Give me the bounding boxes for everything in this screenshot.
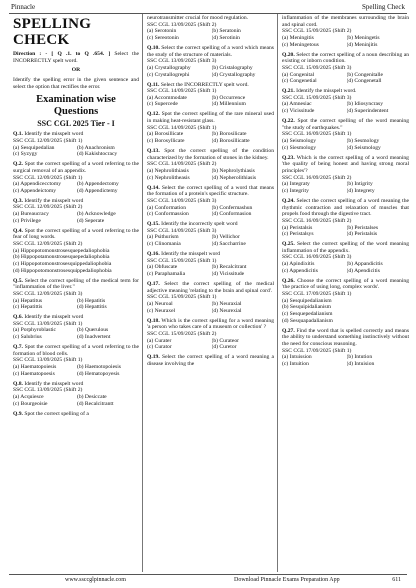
option-item: (d) Peristalsis <box>346 231 378 238</box>
option-item: (b) Appandicitis <box>346 261 383 268</box>
option-item: (a) Curater <box>147 337 172 344</box>
question-source: SSC CGL 12/09/2025 (Shift 2) <box>13 241 83 248</box>
alternate-instruction: Identify the spelling error in the given sentence and select the option that rectifies the error. <box>13 76 139 90</box>
question-source: SSC CGL 13/09/2025 (Shift 1) <box>13 320 83 327</box>
question-prompt: Select the correct spelling of the medical adjective meaning 'relating to the brain and spinal cord'. <box>147 281 275 294</box>
option-item: (c) Conformassion <box>147 211 189 218</box>
option-list <box>13 364 139 377</box>
option-item: (c) Integrity <box>282 187 309 194</box>
option-item: (b) Idiosyncrasy <box>346 101 384 108</box>
option-item: (c) Sesquepedalianism <box>282 310 333 317</box>
section-heading: Examination wise Questions <box>36 94 116 117</box>
question-item <box>13 314 139 341</box>
question-list <box>282 15 409 368</box>
option-item: (a) Acquiesce <box>13 393 44 400</box>
question-source: SSC CGL 13/09/2025 (Shift 2) <box>13 387 83 394</box>
question-number: Q.6. <box>13 314 23 321</box>
question-text <box>282 328 409 348</box>
question-prompt: Identify the misspelt word. <box>296 88 357 95</box>
question-item <box>147 15 274 42</box>
option-item: (d) Hippopotomonstrosesquippedaliophobia <box>13 267 112 274</box>
option-list <box>13 298 139 311</box>
question-number: Q.22. <box>282 118 295 125</box>
option-item: (b) Neuraxial <box>211 300 242 307</box>
question-source: SSC CGL 17/09/2025 (Shift 1) <box>282 291 352 298</box>
option-item: (b) Intution <box>346 354 373 361</box>
question-prompt: Spot the correct spelling of the rare mineral used in making heat-resistant glass. <box>147 111 274 125</box>
question-item <box>147 45 274 78</box>
footer-website-link[interactable]: www.ssccglpinnacle.com <box>65 577 126 583</box>
option-item: (a) Bureaucracy <box>13 211 49 218</box>
option-item: (b) Sesquipidalianism <box>282 304 331 311</box>
option-item: (d) Nepherolithiasis <box>211 174 257 181</box>
option-item: (c) Intuition <box>282 360 309 367</box>
option-item: (d) Sesquapadalianism <box>282 317 333 324</box>
direction-text <box>13 51 139 64</box>
option-item: (d) Congenetall <box>346 78 382 85</box>
question-item <box>282 118 409 151</box>
question-source: SSC CGL 13/09/2025 (Shift 3) <box>147 58 217 65</box>
question-number: Q.4. <box>13 227 23 234</box>
option-item: (d) Recalcitrantt <box>77 400 114 407</box>
question-number: Q.17. <box>147 281 160 287</box>
question-prompt: Select the correct spelling of a word that means the formation of a protein's specific structure. <box>147 184 274 198</box>
question-number: Q.25. <box>282 241 295 248</box>
option-item: (d) Crystallography <box>211 71 256 78</box>
question-prompt: Select the correct spelling of the word meaning inflammation of the appendix. <box>282 241 409 254</box>
option-list <box>147 65 274 78</box>
option-item: (c) Curator <box>147 344 172 351</box>
column-3 <box>282 15 409 572</box>
question-source: SSC CGL 12/09/2025 (Shift 3) <box>13 290 83 297</box>
question-number: Q.19. <box>147 354 160 361</box>
question-number: Q.24. <box>282 197 295 204</box>
option-list <box>147 234 274 247</box>
option-item: (b) Cristalography <box>211 64 253 71</box>
question-item <box>282 328 409 368</box>
option-item: (a) Appendicecctomy <box>13 181 61 188</box>
question-source: SSC CGL 15/09/2025 (Shift 1) <box>147 257 217 264</box>
option-item: (b) Curateor <box>211 337 239 344</box>
question-list <box>13 131 139 417</box>
question-number: Q.15. <box>147 221 160 228</box>
question-prompt: Identify the misspelt word <box>24 314 84 321</box>
question-prompt: Identify the misspelt word <box>161 251 221 258</box>
option-item: (a) Peristalsis <box>282 224 313 231</box>
question-number: Q.10. <box>147 44 160 51</box>
option-item: (c) Peristalsys <box>282 231 314 238</box>
question-item <box>282 198 409 238</box>
option-item: (d) Hepattitis <box>77 304 107 311</box>
option-item: (d) Kakishtocracy <box>77 151 118 158</box>
question-text <box>282 15 409 28</box>
question-text <box>13 161 139 174</box>
option-item: (a) Intuission <box>282 354 312 361</box>
question-item <box>282 241 409 274</box>
option-list <box>282 261 409 274</box>
question-item <box>147 354 274 367</box>
option-item: (a) Meningitis <box>282 34 314 41</box>
option-list <box>282 138 409 151</box>
question-number: Q.20. <box>282 51 295 58</box>
question-source: SSC CGL 16/09/2025 (Shift 3) <box>282 254 352 261</box>
question-text <box>13 228 139 241</box>
question-item <box>147 111 274 144</box>
question-prompt: Spot the correct spelling of a <box>24 410 89 417</box>
option-item: (b) Nephrolythiasis <box>211 167 255 174</box>
question-source: SSC CGL 14/09/2025 (Shift 1) <box>147 124 217 131</box>
header-brand: Pinnacle <box>11 3 36 11</box>
option-item: (d) Conformasion <box>211 211 252 218</box>
question-source: SSC CGL 16/09/2025 (Shift 2) <box>282 217 352 224</box>
option-item: (b) Occurrence <box>211 94 246 101</box>
page-number: 611 <box>392 577 401 583</box>
question-text <box>147 185 274 198</box>
option-item: (b) Meningetis <box>346 34 380 41</box>
option-list <box>147 168 274 181</box>
option-item: (d) Seismology <box>346 144 381 151</box>
question-item <box>13 411 139 418</box>
question-source: SSC CGL 13/09/2025 (Shift 1) <box>13 357 83 364</box>
option-item: (c) Meningetous <box>282 41 319 48</box>
option-item: (d) Curetor <box>211 344 237 351</box>
question-text <box>147 221 274 228</box>
option-item: (c) Syzygy <box>13 151 38 158</box>
question-prompt: Select the correct spelling of the medical term for "inflammation of the liver." <box>13 277 139 291</box>
option-list <box>147 338 274 351</box>
option-list <box>13 211 139 224</box>
option-item: (d) Inadvertent <box>77 334 111 341</box>
question-prompt: Spot the correct spelling of a word referring to the formation of blood cells. <box>13 344 139 357</box>
question-text <box>282 52 409 65</box>
option-item: (a) Conformation <box>147 204 186 211</box>
question-source: SSC CGL 15/09/2025 (Shift 3) <box>282 64 352 71</box>
exam-heading: SSC CGL 2025 Tier - I <box>37 119 115 129</box>
question-number: Q.27. <box>282 327 295 334</box>
question-item <box>147 185 274 218</box>
option-item: (c) Crystallogrephi <box>147 71 190 78</box>
question-item <box>13 278 139 311</box>
question-source: SSC CGL 15/09/2025 (Shift 2) <box>282 28 352 35</box>
question-source: SSC CGL 14/09/2025 (Shift 1) <box>147 88 217 95</box>
option-item: (b) Hippopotamonstrosesquepedaliophobia <box>13 254 110 261</box>
option-item: (c) Hippopotomonstrosesquippedaliophobia <box>13 260 112 267</box>
option-item: (b) Acknowledge <box>77 211 116 218</box>
option-item: (c) Bourgeoisie <box>13 400 48 407</box>
option-list <box>13 327 139 340</box>
question-source: SSC CGL 16/09/2025 (Shift 1) <box>282 131 352 138</box>
question-prompt: Select the INCORRECTLY spelt word. <box>160 81 249 88</box>
option-item: (d) Serotinin <box>211 34 240 41</box>
column-2 <box>147 15 274 572</box>
question-text <box>282 155 409 175</box>
question-prompt: inflammation of the membranes surrounding the brain and spinal cord. <box>282 15 409 28</box>
question-prompt: Spot the correct spelling of the word meaning "the study of earthquakes." <box>282 118 409 131</box>
option-item: (a) Haematopoiesis <box>13 364 57 371</box>
option-list <box>13 145 139 158</box>
option-item: (a) Accommodate <box>147 94 187 101</box>
question-number: Q.9. <box>13 410 23 417</box>
question-source: SSC CGL 12/09/2025 (Shift 1) <box>13 137 83 144</box>
page-header <box>9 2 407 14</box>
option-item: (a) Crystallography <box>147 64 191 71</box>
question-prompt: Spot the correct spelling of a word referring to the surgical removal of an appendix. <box>13 161 139 174</box>
question-text <box>282 278 409 291</box>
question-number: Q.1. <box>13 131 23 138</box>
question-text <box>147 251 274 258</box>
question-item <box>282 52 409 85</box>
option-item: (d) Borosillicatte <box>211 138 250 145</box>
question-text <box>282 198 409 218</box>
option-item: (c) Hepatittis <box>13 304 43 311</box>
option-item: (a) Amnesiac <box>282 101 312 108</box>
option-item: (c) Sereotonin <box>147 34 179 41</box>
option-list <box>147 28 274 41</box>
question-text <box>282 118 409 131</box>
question-text <box>147 354 274 367</box>
question-text <box>147 111 274 124</box>
question-source: SSC CGL 12/09/2025 (Shift 2) <box>13 204 83 211</box>
footer-app-promo: Download Pinnacle Exams Preparation App <box>234 577 340 583</box>
question-text <box>13 131 139 138</box>
question-source: SSC CGL 14/09/2025 (Shift 3) <box>147 227 217 234</box>
option-item: (d) Saccharrine <box>211 241 246 248</box>
question-text <box>282 88 409 95</box>
question-text <box>147 45 274 58</box>
question-item <box>282 15 409 48</box>
option-item: (c) Neuraxel <box>147 307 176 314</box>
option-item: (c) Paraphamalia <box>147 271 186 278</box>
option-list <box>282 35 409 48</box>
question-number: Q.14. <box>147 184 160 191</box>
option-item: (d) Intuision <box>346 360 375 367</box>
question-text <box>147 281 274 294</box>
question-prompt: Select the correct spelling of a noun describing an existing or inborn condition. <box>282 51 409 65</box>
question-text <box>13 278 139 291</box>
option-item: (b) Sesmology <box>346 138 380 145</box>
question-number: Q.26. <box>282 277 295 284</box>
question-prompt: Select the correct spelling of a word meaning the rhythmic contraction and relaxation of muscles that propels food through the digestive tract. <box>282 197 409 218</box>
option-item: (d) Hematopoyesis <box>77 370 120 377</box>
question-item <box>282 155 409 195</box>
option-item: (d) Superindentent <box>346 108 389 115</box>
option-item: (d) Neurexial <box>211 307 242 314</box>
question-source: SSC CGL 14/09/2025 (Shift 2) <box>147 161 217 168</box>
option-item: (b) Seratonin <box>211 28 241 35</box>
option-item: (c) Congenetial <box>282 78 317 85</box>
option-item: (b) Vellichor <box>211 234 240 241</box>
option-item: (b) Haemotopoiesis <box>77 364 121 371</box>
question-prompt: Spot the correct spelling of the condition characterized by the formation of stones in the kidney. <box>147 148 275 161</box>
question-number: Q.7. <box>13 344 23 351</box>
column-divider <box>142 14 143 572</box>
question-item <box>13 228 139 275</box>
question-item <box>147 251 274 278</box>
or-separator: OR <box>71 67 81 74</box>
option-list <box>282 72 409 85</box>
option-list <box>13 181 139 194</box>
option-list <box>282 225 409 238</box>
question-item <box>13 198 139 225</box>
option-item: (b) Desiccate <box>77 393 107 400</box>
question-prompt: Which is the correct spelling for a word meaning 'a person who takes care of a museum or collection' ? <box>147 317 274 331</box>
option-item: (a) Hippopotomonstrosesquepedaliophobia <box>13 247 110 254</box>
question-number: Q.21. <box>282 88 295 95</box>
option-item: (b) Peristalses <box>346 224 379 231</box>
column-1 <box>13 15 139 572</box>
option-item: (b) Intigrity <box>346 181 373 188</box>
question-source: SSC CGL 15/09/2025 (Shift 3) <box>282 94 352 101</box>
question-text <box>147 148 274 161</box>
option-item: (c) Privilege <box>13 217 41 224</box>
question-source: SSC CGL 15/09/2025 (Shift 2) <box>147 330 217 337</box>
option-list <box>282 354 409 367</box>
question-number: Q.2. <box>13 161 23 168</box>
question-text <box>147 15 274 22</box>
option-list <box>147 95 274 108</box>
question-item <box>13 344 139 377</box>
option-item: (a) Neuroal <box>147 300 173 307</box>
option-item: (a) Obfuscate <box>147 264 178 271</box>
option-item: (a) Serotonin <box>147 28 177 35</box>
option-item: (c) Clinomania <box>147 241 181 248</box>
option-item: (c) Borosyllicate <box>147 138 185 145</box>
option-list <box>13 248 139 275</box>
option-item: (a) Apindixitis <box>282 261 315 268</box>
question-prompt: Which is the correct spelling of a word meaning 'the quality of being honest and having strong moral principles'? <box>282 154 409 174</box>
option-item: (d) Meninjitis <box>346 41 378 48</box>
option-item: (a) Sesquipedalianism <box>282 297 332 304</box>
option-item: (a) Hepatitus <box>13 297 43 304</box>
option-item: (b) Querulous <box>77 327 109 334</box>
question-prompt: Identify the misspelt word <box>24 131 84 138</box>
question-source: SSC CGL 16/09/2025 (Shift 2) <box>282 174 352 181</box>
question-item <box>147 82 274 109</box>
question-item <box>13 131 139 158</box>
question-item <box>282 278 409 325</box>
question-text <box>282 241 409 254</box>
question-number: Q.13. <box>147 148 160 154</box>
question-source: SSC CGL 17/09/2025 (Shift 1) <box>282 347 352 354</box>
option-item: (a) Psithurism <box>147 234 179 241</box>
question-source: SSC CGL 13/09/2025 (Shift 2) <box>147 21 217 28</box>
question-number: Q.16. <box>147 251 160 258</box>
option-item: (a) Porphyroblastic <box>13 327 57 334</box>
option-item: (a) Integraty <box>282 181 310 188</box>
question-prompt: Select the correct spelling of a word which means the study of the structure of materials. <box>147 44 274 58</box>
option-item: (d) Seperate <box>77 217 105 224</box>
option-item: (a) Nephrolithiasis <box>147 167 189 174</box>
option-item: (a) Congenital <box>282 71 315 78</box>
option-item: (d) Appendictemy <box>77 187 118 194</box>
question-prompt: Select the correct spelling of a word meaning a disease involving the <box>147 354 275 367</box>
column-divider <box>277 14 278 572</box>
question-prompt: Identify the misspelt word <box>24 197 84 204</box>
option-item: (b) Hepatitis <box>77 297 106 304</box>
direction-instruction: Select the INCORRECTLY spelt word. <box>13 51 139 64</box>
question-item <box>13 381 139 408</box>
option-list <box>147 131 274 144</box>
option-item: (a) Sesquipedalian <box>13 144 55 151</box>
question-number: Q.12. <box>147 111 160 118</box>
page-title: SPELLING CHECK <box>13 16 92 48</box>
question-item <box>147 281 274 314</box>
option-item: (b) Recalcitrant <box>211 264 247 271</box>
option-list <box>282 181 409 194</box>
question-number: Q.23. <box>282 154 295 161</box>
page-footer <box>9 574 407 587</box>
question-item <box>147 318 274 351</box>
option-list <box>13 394 139 407</box>
option-item: (d) Vicissitude <box>211 271 245 278</box>
option-item: (c) Siesmology <box>282 144 317 151</box>
option-list <box>147 205 274 218</box>
question-number: Q.8. <box>13 380 23 387</box>
question-prompt: Identify the incorrectly spelt word <box>161 221 238 228</box>
question-text <box>13 314 139 321</box>
question-number: Q.5. <box>13 277 23 284</box>
question-prompt: neurotransmitter crucial for mood regulation. <box>147 15 249 21</box>
option-item: (c) Appendicitis <box>282 267 318 274</box>
option-item: (c) Supercede <box>147 101 178 108</box>
option-item: (c) Salubrius <box>13 334 42 341</box>
question-item <box>147 221 274 248</box>
question-source: SSC CGL 12/09/2025 (Shift 1) <box>13 174 83 181</box>
question-list <box>147 15 274 367</box>
option-item: (a) Borosillicate <box>147 131 184 138</box>
option-item: (c) Vicissitude <box>282 108 315 115</box>
option-item: (b) Anachronism <box>77 144 115 151</box>
option-item: (d) Integrety <box>346 187 375 194</box>
option-item: (d) Millennium <box>211 101 246 108</box>
question-text <box>13 344 139 357</box>
question-prompt: Choose the correct spelling of a word meaning 'the practice of using long, complex words'. <box>282 277 409 291</box>
question-item <box>13 161 139 194</box>
option-item: (c) Appendeictomy <box>13 187 57 194</box>
question-source: SSC CGL 15/09/2025 (Shift 1) <box>147 294 217 301</box>
question-number: Q.11. <box>147 81 160 88</box>
question-number: Q.18. <box>147 317 160 324</box>
option-item: (b) Borosilicate <box>211 131 247 138</box>
question-prompt: Spot the correct spelling of a word referring to the fear of long words. <box>13 227 139 241</box>
option-item: (c) Haematopoesis <box>13 370 55 377</box>
option-item: (c) Nephrolitheasis <box>147 174 190 181</box>
question-number: Q.3. <box>13 197 23 204</box>
question-text <box>13 411 139 418</box>
option-list <box>282 101 409 114</box>
direction-range: Direction : - [ Q .1. to Q .654. ] <box>13 51 111 57</box>
option-list <box>282 298 409 325</box>
option-item: (b) Appendectomy <box>77 181 119 188</box>
option-item: (a) Seismology <box>282 138 317 145</box>
question-prompt: Find the word that is spelled correctly and means the ability to understand something instinctively without the need for conscious reasoning. <box>282 327 409 347</box>
option-list <box>147 301 274 314</box>
question-prompt: Identify the misspelt word <box>24 380 84 387</box>
option-list <box>147 264 274 277</box>
question-text <box>147 318 274 331</box>
option-item: (b) Confermashun <box>211 204 253 211</box>
option-item: (d) Apendicitis <box>346 267 380 274</box>
option-item: (b) Congenitalle <box>346 71 384 78</box>
question-item <box>282 88 409 115</box>
question-item <box>147 148 274 181</box>
question-source: SSC CGL 14/09/2025 (Shift 3) <box>147 197 217 204</box>
header-chapter: Spelling Check <box>362 3 405 11</box>
